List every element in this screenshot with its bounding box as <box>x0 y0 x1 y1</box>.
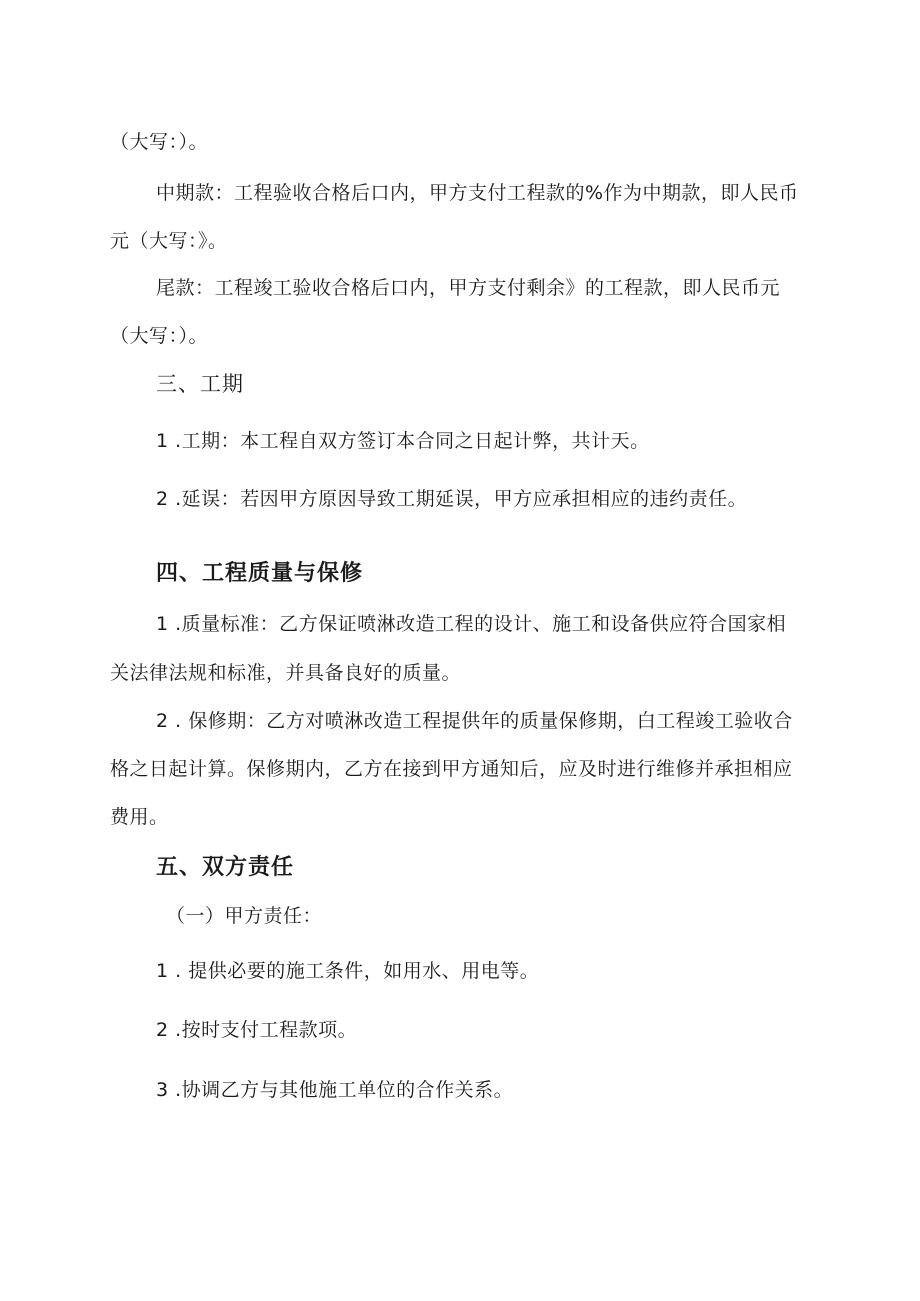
section-4-heading: 四、工程质量与保修 <box>156 561 364 586</box>
section-5-item-3: 3 .协调乙方与其他施工单位的合作关系。 <box>156 1079 514 1101</box>
section-4-item-1-line-1: 1 .质量标准：乙方保证喷淋改造工程的设计、施工和设备供应符合国家相 <box>156 613 787 635</box>
mid-payment-line-1: 中期款：工程验收合格后口内，甲方支付工程款的%作为中期款，即人民币 <box>156 182 799 204</box>
section-5-heading: 五、双方责任 <box>156 855 295 880</box>
section-3-item-1: 1 .工期：本工程自双方签订本合同之日起计弊，共计天。 <box>156 430 650 452</box>
final-payment-line-1: 尾款：工程竣工验收合格后口内，甲方支付剩余》的工程款，即人民币元 <box>156 277 781 299</box>
section-5-item-2: 2 .按时支付工程款项。 <box>156 1019 358 1041</box>
section-5-sub-heading: （一）甲方责任： <box>166 905 323 927</box>
section-5-item-1: 1 . 提供必要的施工条件，如用水、用电等。 <box>156 960 540 982</box>
section-3-heading: 三、工期 <box>156 372 244 396</box>
section-4-item-1-line-2: 关法律法规和标准，并具备良好的质量。 <box>110 662 462 684</box>
section-4-item-2-line-1: 2 . 保修期：乙方对喷淋改造工程提供年的质量保修期，白工程竣工验收合 <box>156 710 793 732</box>
section-4-item-2-line-3: 费用。 <box>110 806 169 828</box>
section-3-item-2: 2 .延误：若因甲方原因导致工期延误，甲方应承担相应的违约责任。 <box>156 488 748 510</box>
section-4-item-2-line-2: 格之日起计算。保修期内，乙方在接到甲方通知后，应及时进行维修并承担相应 <box>110 758 793 780</box>
mid-payment-line-2: 元（大写：》。 <box>110 230 228 252</box>
final-payment-line-2: （大写：）。 <box>110 325 209 347</box>
payment-capital-line: （大写：）。 <box>110 131 209 153</box>
